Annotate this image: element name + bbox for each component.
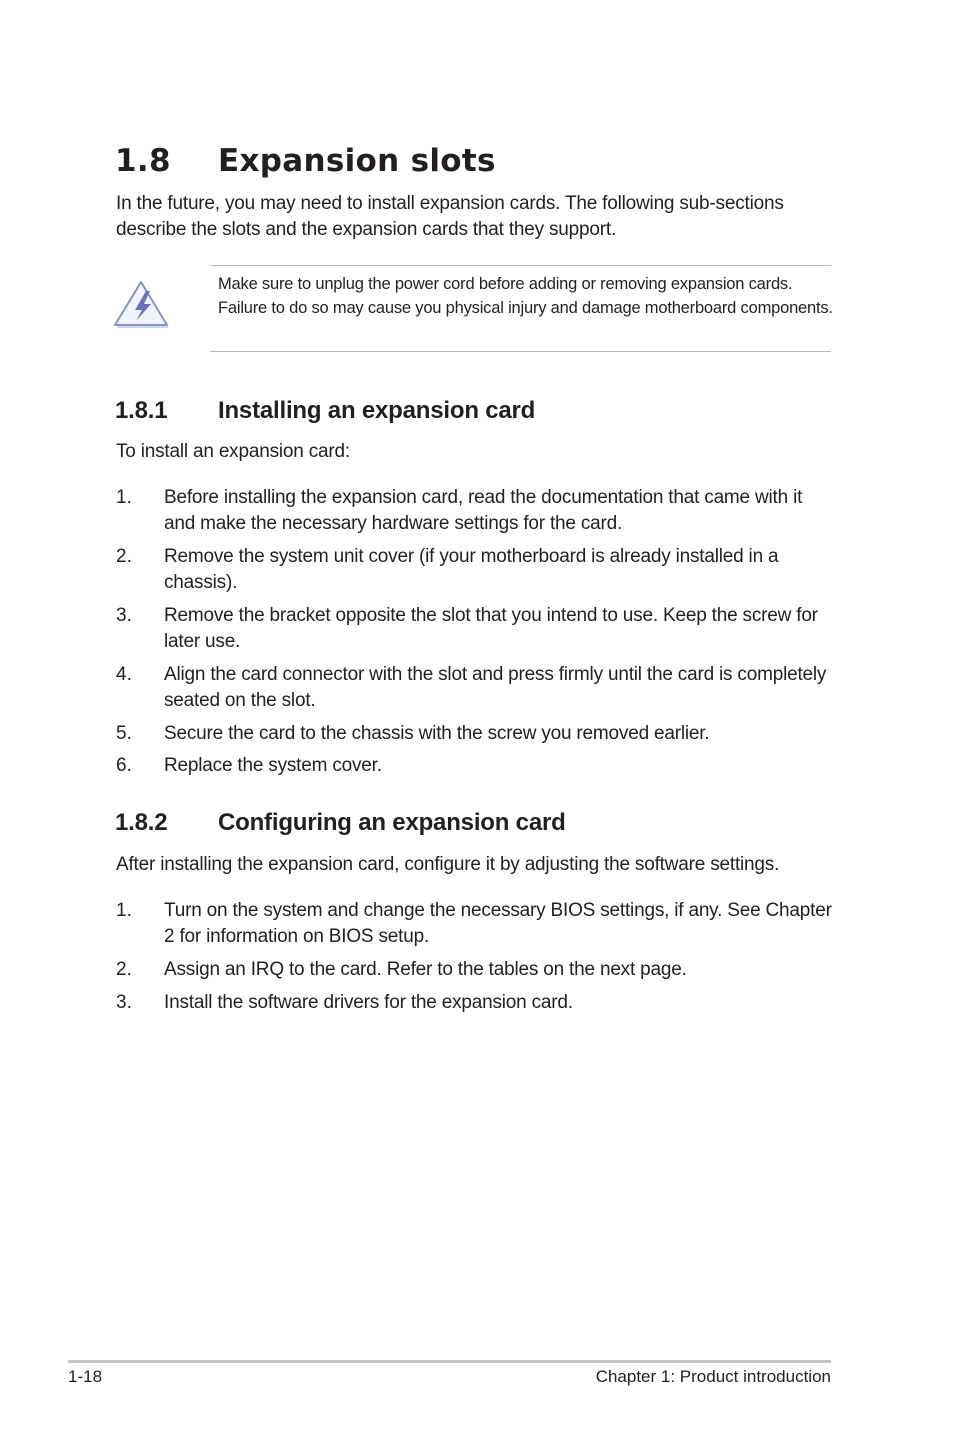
warning-triangle-lightning-icon <box>114 278 172 332</box>
install-intro: To install an expansion card: <box>116 441 350 462</box>
warning-bottom-rule <box>210 351 831 352</box>
subsection-title: Configuring an expansion card <box>218 809 566 836</box>
list-item <box>116 485 836 537</box>
subsection-heading-install <box>115 396 535 426</box>
list-item <box>116 990 836 1016</box>
subsection-number: 1.8.2 <box>115 809 168 836</box>
list-item-text: Align the card connector with the slot and press firmly until the card is completely seated on the slot. <box>164 664 827 711</box>
section-intro: In the future, you may need to install expansion cards. The following sub-sections describe the slots and the expansion cards that they support. <box>116 193 784 240</box>
list-item-text: Before installing the expansion card, read the documentation that came with it and make the necessary hardware settings for the card. <box>164 487 803 534</box>
list-item-number: 2. <box>116 959 132 980</box>
list-item-number: 2. <box>116 546 132 567</box>
list-item <box>116 898 836 950</box>
subsection-heading-configure <box>115 808 566 838</box>
list-item-number: 4. <box>116 664 132 685</box>
list-item-text: Assign an IRQ to the card. Refer to the tables on the next page. <box>164 959 687 980</box>
list-item <box>116 662 836 714</box>
configure-intro: After installing the expansion card, configure it by adjusting the software settings. <box>116 854 780 875</box>
list-item <box>116 721 836 747</box>
list-item <box>116 753 836 779</box>
list-item-text: Remove the bracket opposite the slot that you intend to use. Keep the screw for later use. <box>164 605 818 652</box>
list-item-number: 1. <box>116 900 132 921</box>
footer-chapter: Chapter 1: Product introduction <box>595 1367 831 1386</box>
list-item-text: Secure the card to the chassis with the screw you removed earlier. <box>164 723 710 744</box>
subsection-title: Installing an expansion card <box>218 397 536 424</box>
list-item-text: Install the software drivers for the expansion card. <box>164 992 573 1013</box>
list-item-number: 3. <box>116 605 132 626</box>
list-item-number: 6. <box>116 755 132 776</box>
list-item <box>116 957 836 983</box>
list-item-text: Remove the system unit cover (if your motherboard is already installed in a chassis). <box>164 546 779 593</box>
subsection-number: 1.8.1 <box>115 397 168 424</box>
section-title: Expansion slots <box>218 143 496 179</box>
list-item-number: 1. <box>116 487 132 508</box>
list-item-number: 3. <box>116 992 132 1013</box>
footer-rule <box>68 1360 831 1363</box>
section-number: 1.8 <box>115 143 171 179</box>
warning-text: Make sure to unplug the power cord before adding or removing expansion cards. Failure to do so may cause you physical injury and damage motherboard components. <box>218 275 833 317</box>
list-item <box>116 544 836 596</box>
section-heading <box>115 138 496 184</box>
list-item <box>116 603 836 655</box>
footer-page-number: 1-18 <box>68 1367 103 1386</box>
list-item-number: 5. <box>116 723 132 744</box>
warning-top-rule <box>210 265 831 266</box>
list-item-text: Turn on the system and change the necessary BIOS settings, if any. See Chapter 2 for information on BIOS setup. <box>164 900 832 947</box>
list-item-text: Replace the system cover. <box>164 755 382 776</box>
